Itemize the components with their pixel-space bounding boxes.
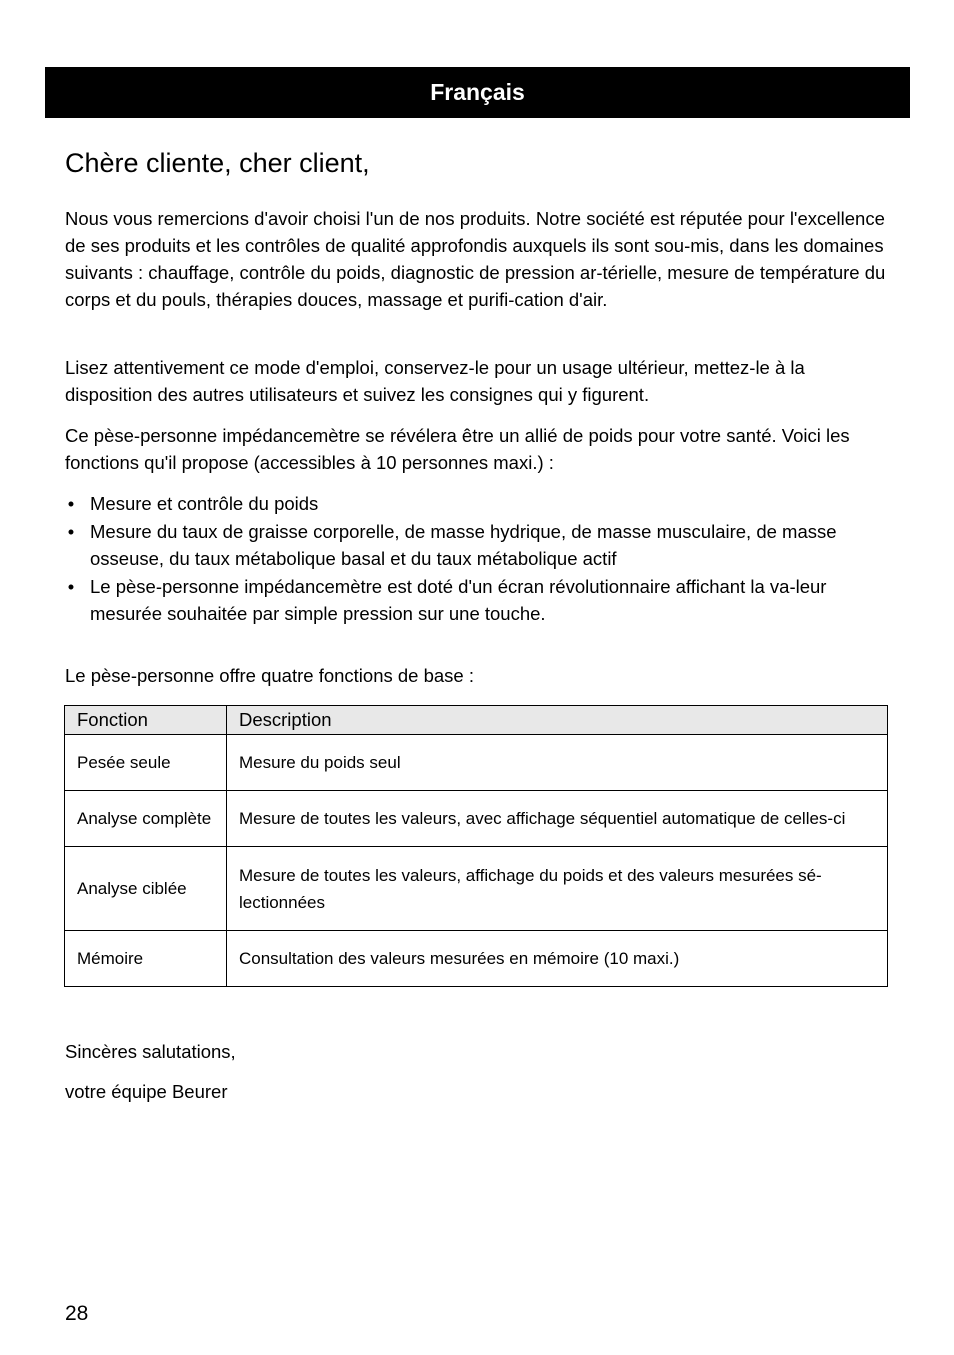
header-function: Fonction <box>65 706 227 735</box>
list-item-text: Mesure et contrôle du poids <box>90 493 319 514</box>
description-cell: Mesure de toutes les valeurs, avec affichage séquentiel automatique de celles-ci <box>227 791 888 847</box>
signature: votre équipe Beurer <box>65 1081 228 1102</box>
table-row <box>65 931 888 987</box>
function-cell: Mémoire <box>65 931 227 987</box>
table-intro: Le pèse-personne offre quatre fonctions de base : <box>65 665 474 686</box>
feature-list <box>65 490 890 628</box>
list-item-text: Mesure du taux de graisse corporelle, de masse hydrique, de masse musculaire, de masse osseuse, du taux métabolique basal et du taux métabolique actif <box>90 521 837 569</box>
function-cell: Analyse complète <box>65 791 227 847</box>
table-row <box>65 847 888 931</box>
table-row <box>65 791 888 847</box>
description-cell: Mesure du poids seul <box>227 735 888 791</box>
header-description: Description <box>227 706 888 735</box>
list-item <box>65 518 890 572</box>
salutation: Sincères salutations, <box>65 1041 236 1062</box>
page-number: 28 <box>65 1302 89 1325</box>
list-item <box>65 490 890 517</box>
list-item <box>65 573 890 627</box>
instructions-paragraph: Lisez attentivement ce mode d'emploi, conservez-le pour un usage ultérieur, mettez-le à la disposition des autres utilisateurs et suivez les consignes qui y figurent. <box>65 357 805 405</box>
functions-table <box>64 705 888 987</box>
bullet-icon: • <box>67 493 75 514</box>
function-cell: Pesée seule <box>65 735 227 791</box>
language-label: Français <box>430 79 525 105</box>
function-cell: Analyse ciblée <box>65 847 227 931</box>
language-header <box>45 67 910 118</box>
table-row <box>65 735 888 791</box>
table-header-row <box>65 706 888 735</box>
intro-paragraph: Nous vous remercions d'avoir choisi l'un de nos produits. Notre société est réputée pour l'excellence de ses produits et les contrôles de qualité approfondis auxquels ils sont sou-mis, dans les domaines suivants : chauffage, contrôle du poids, diagnostic de pression ar-térielle, mesure de température du corps et du pouls, thérapies douces, massage et purifi-cation d'air. <box>65 208 886 310</box>
list-item-text: Le pèse-personne impédancemètre est doté d'un écran révolutionnaire affichant la va-leur mesurée souhaitée par simple pression sur une touche. <box>90 576 827 624</box>
page-title: Chère cliente, cher client, <box>65 148 370 178</box>
description-cell: Mesure de toutes les valeurs, affichage du poids et des valeurs mesurées sé-lectionnées <box>227 847 888 931</box>
description-cell: Consultation des valeurs mesurées en mémoire (10 maxi.) <box>227 931 888 987</box>
features-paragraph: Ce pèse-personne impédancemètre se révélera être un allié de poids pour votre santé. Voici les fonctions qu'il propose (accessibles à 10 personnes maxi.) : <box>65 425 850 473</box>
bullet-icon: • <box>67 576 75 597</box>
bullet-icon: • <box>67 521 75 542</box>
